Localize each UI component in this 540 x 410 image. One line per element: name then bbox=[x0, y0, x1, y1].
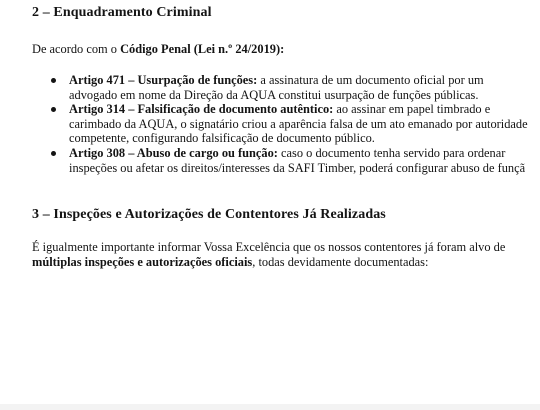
article-list bbox=[49, 73, 529, 175]
article-text: a assinatura de um documento oficial por um advogado em nome da Direção da AQUA constitui usurpação de funções públicas. bbox=[69, 73, 484, 102]
article-text: ao assinar em papel timbrado e carimbado da AQUA, o signatário criou a aparência falsa de um ato emanado por autoridade competente, configurando falsificação de documento público. bbox=[69, 102, 528, 146]
bullet-icon bbox=[51, 151, 56, 156]
article-title: Artigo 471 – Usurpação de funções: bbox=[69, 73, 258, 87]
paragraph-emphasis: múltiplas inspeções e autorizações oficiais bbox=[32, 254, 253, 269]
intro-code-reference: Código Penal (Lei n.º 24/2019): bbox=[120, 42, 285, 56]
list-item bbox=[49, 102, 529, 146]
paragraph-text-end: , todas devidamente documentadas: bbox=[252, 254, 429, 269]
section-3-paragraph bbox=[32, 240, 532, 269]
article-title: Artigo 308 – Abuso de cargo ou função: bbox=[69, 145, 278, 160]
article-title: Artigo 314 – Falsificação de documento autêntico: bbox=[69, 102, 334, 117]
bullet-icon bbox=[51, 78, 56, 83]
intro-text: De acordo com o bbox=[32, 42, 121, 56]
section-2-heading: 2 – Enquadramento Criminal bbox=[32, 5, 212, 20]
list-item bbox=[49, 73, 529, 102]
paragraph-text: É igualmente importante informar Vossa Excelência que os nossos contentores já foram alvo de bbox=[32, 240, 506, 254]
section-3-heading: 3 – Inspeções e Autorizações de Contentores Já Realizadas bbox=[32, 207, 386, 222]
list-item bbox=[49, 146, 529, 175]
section-2-intro bbox=[32, 42, 284, 57]
bullet-icon bbox=[51, 107, 56, 112]
article-text: caso o documento tenha servido para ordenar inspeções ou afetar os direitos/interesses da SAFI Timber, poderá configurar abuso de funçã bbox=[69, 145, 526, 175]
page-bottom-edge bbox=[0, 404, 540, 410]
